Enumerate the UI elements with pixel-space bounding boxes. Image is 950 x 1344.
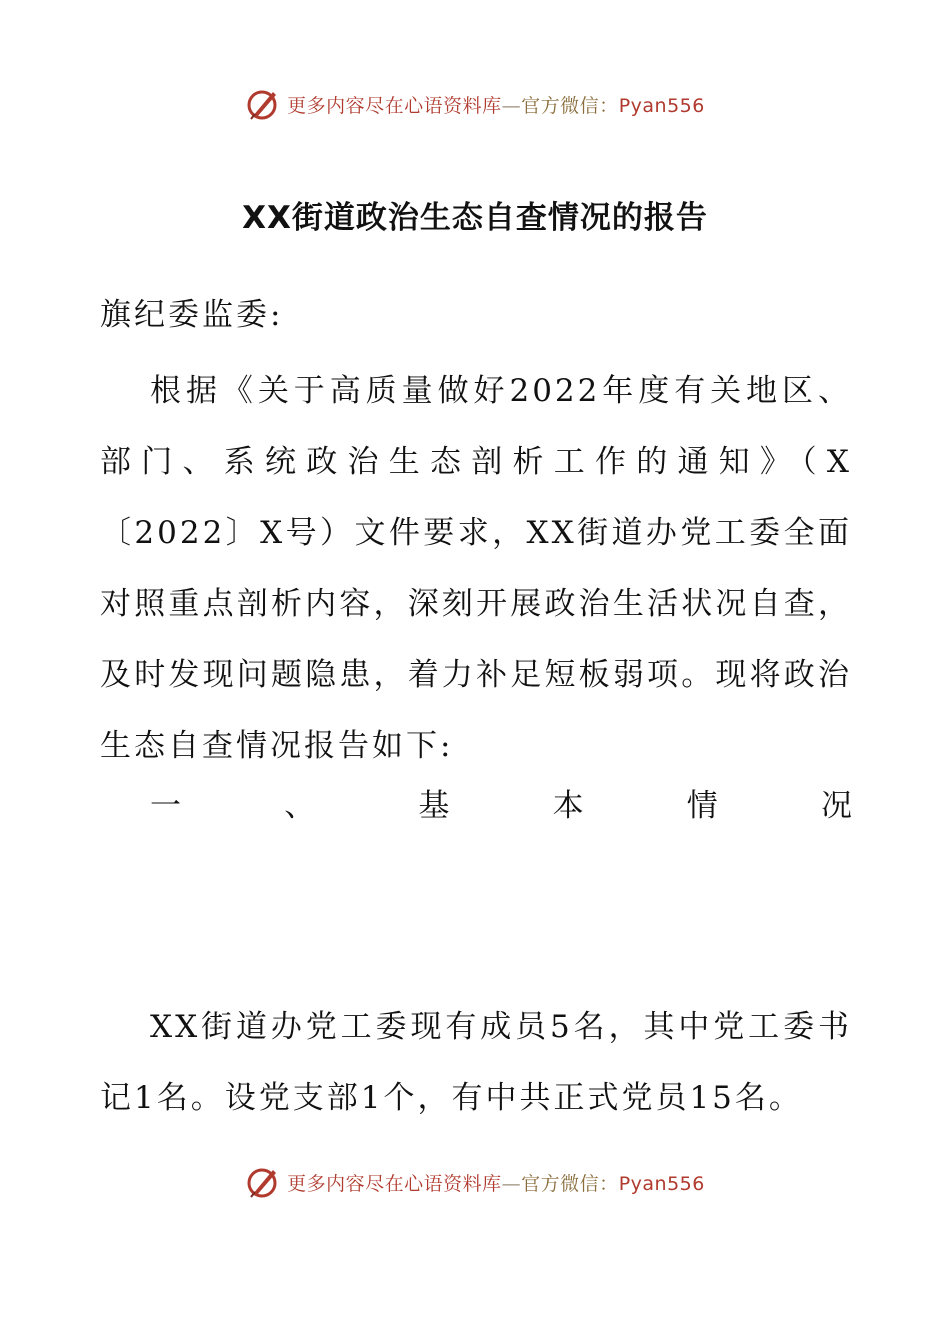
body-paragraph-2: XX街道办党工委现有成员5名，其中党工委书记1名。设党支部1个，有中共正式党员15名。 <box>100 1009 852 1116</box>
salutation: 旗纪委监委: <box>100 297 284 333</box>
watermark-wechat-label: 官方微信： <box>521 94 619 117</box>
quill-logo-icon <box>245 1164 281 1200</box>
watermark-wechat-id: Pyan556 <box>618 94 705 117</box>
footer-watermark <box>0 1160 950 1204</box>
watermark-wechat-label: 官方微信： <box>521 1172 619 1195</box>
document-title: XX街道政治生态自查情况的报告 <box>242 200 708 236</box>
section-heading-char: 情 <box>686 788 718 824</box>
watermark-text: 更多内容尽在心语资料库 <box>287 94 502 117</box>
watermark-dash: — <box>501 94 522 117</box>
section-heading <box>150 780 852 825</box>
watermark-text: 更多内容尽在心语资料库 <box>287 1172 502 1195</box>
section-heading-char: 基 <box>418 788 450 824</box>
section-heading-char: 况 <box>820 788 852 824</box>
body-paragraph-1: 根据《关于高质量做好2022年度有关地区、部门、系统政治生态剖析工作的通知》（X〔2022〕X号）文件要求，XX街道办党工委全面对照重点剖析内容，深刻开展政治生活状况自查，及时发现问题隐患，着力补足短板弱项。现将政治生态自查情况报告如下: <box>100 373 852 764</box>
section-heading-char: 本 <box>552 788 584 824</box>
section-heading-char: 一 <box>150 788 181 824</box>
watermark-wechat-id: Pyan556 <box>618 1172 705 1195</box>
header-watermark <box>0 82 950 126</box>
quill-logo-icon <box>245 86 281 122</box>
section-heading-char: 、 <box>284 788 316 824</box>
watermark-dash: — <box>501 1172 522 1195</box>
